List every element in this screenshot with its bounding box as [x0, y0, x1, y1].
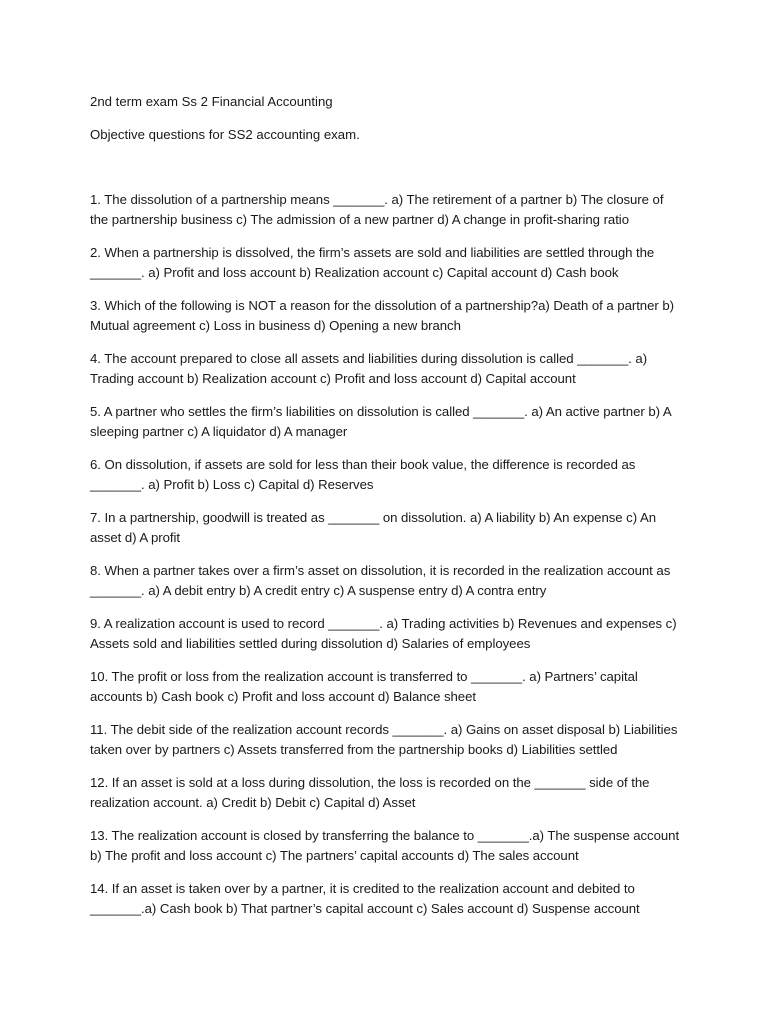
- question-item: 11. The debit side of the realization account records _______. a) Gains on asset disposal b) Liabilities taken over by partners c) Assets transferred from the partnership books d) Liabilities settled: [90, 722, 678, 757]
- question-item: 13. The realization account is closed by transferring the balance to _______.a) The suspense account b) The profit and loss account c) The partners’ capital accounts d) The sales account: [90, 828, 680, 863]
- question-item: 14. If an asset is taken over by a partner, it is credited to the realization account and debited to _______.a) Cash book b) That partner’s capital account c) Sales account d) Suspense account: [90, 881, 640, 916]
- question-item: 4. The account prepared to close all assets and liabilities during dissolution is called _______. a) Trading account b) Realization account c) Profit and loss account d) Capital account: [90, 351, 648, 386]
- question-list: [90, 190, 682, 932]
- question-item: 12. If an asset is sold at a loss during dissolution, the loss is recorded on the _______ side of the realization account. a) Credit b) Debit c) Capital d) Asset: [90, 775, 650, 810]
- question-item: 10. The profit or loss from the realization account is transferred to _______. a) Partners’ capital accounts b) Cash book c) Profit and loss account d) Balance sheet: [90, 669, 638, 704]
- question-item: 7. In a partnership, goodwill is treated as _______ on dissolution. a) A liability b) An expense c) An asset d) A profit: [90, 510, 656, 545]
- question-item: 6. On dissolution, if assets are sold for less than their book value, the difference is recorded as _______. a) Profit b) Loss c) Capital d) Reserves: [90, 457, 636, 492]
- question-item: 3. Which of the following is NOT a reason for the dissolution of a partnership?a) Death of a partner b) Mutual agreement c) Loss in business d) Opening a new branch: [90, 298, 674, 333]
- document-subtitle: Objective questions for SS2 accounting exam.: [90, 127, 360, 142]
- question-item: 8. When a partner takes over a firm’s asset on dissolution, it is recorded in the realization account as _______. a) A debit entry b) A credit entry c) A suspense entry d) A contra entry: [90, 563, 671, 598]
- question-item: 5. A partner who settles the firm’s liabilities on dissolution is called _______. a) An active partner b) A sleeping partner c) A liquidator d) A manager: [90, 404, 671, 439]
- question-item: 2. When a partnership is dissolved, the firm’s assets are sold and liabilities are settled through the _______. a) Profit and loss account b) Realization account c) Capital account d) Cash book: [90, 245, 655, 280]
- document-title: 2nd term exam Ss 2 Financial Accounting: [90, 94, 333, 109]
- question-item: 1. The dissolution of a partnership means _______. a) The retirement of a partner b) The closure of the partnership business c) The admission of a new partner d) A change in profit-sharing ratio: [90, 192, 664, 227]
- question-item: 9. A realization account is used to record _______. a) Trading activities b) Revenues and expenses c) Assets sold and liabilities settled during dissolution d) Salaries of employees: [90, 616, 677, 651]
